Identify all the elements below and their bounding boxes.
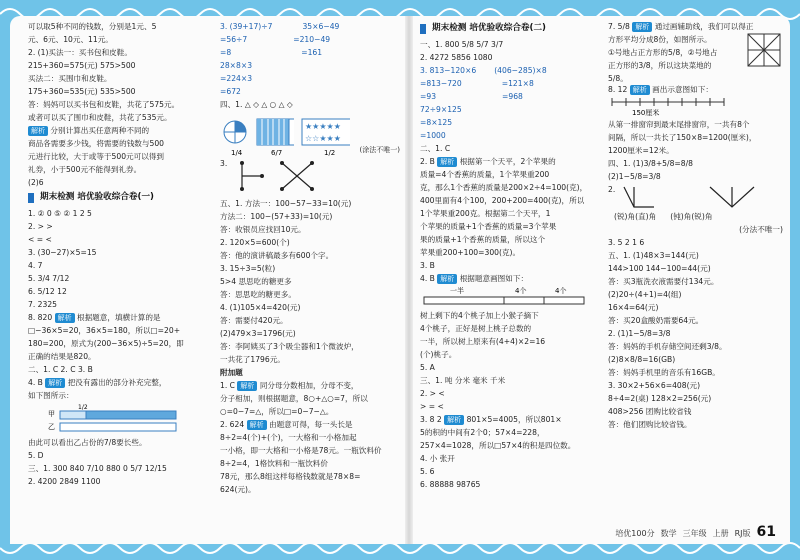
footer-volume: 上册 — [712, 529, 729, 538]
column-1 — [28, 20, 208, 488]
analysis-line: 3. 8 2 解析 801×5=4005，所以801× — [420, 415, 562, 424]
text-line: 4个桃子，正好是树上桃子总数的 — [420, 324, 532, 333]
answer-line: 2. 4200 2849 1100 — [28, 477, 101, 486]
text-line: ○=0−7=△，所以□=0−7−△。 — [220, 407, 334, 416]
answer-line: 3. B — [420, 261, 435, 270]
text-line: 一小格，即一大格和一小格是78元。一瓶饮料价 — [220, 446, 382, 455]
text-line: 1个苹果重200克。根据第二个天平，1 — [420, 209, 551, 218]
text-line: 间隔，所以一共长了150×8=1200(厘米)， — [608, 133, 757, 142]
analysis-line: 8. 12 解析 画出示意图如下： — [608, 85, 713, 94]
fraction-figures — [220, 111, 400, 157]
answer-line: 3. 30×2+56×6=408(元) — [608, 381, 701, 390]
analysis-line: 4. B 解析 根据题意画图如下： — [420, 274, 529, 283]
answer-line: < = < — [28, 235, 52, 244]
fraction-label: 1/4 — [231, 149, 243, 157]
page-footer — [615, 524, 776, 540]
answer-line: 二、1. C — [420, 144, 451, 153]
answer-line: 3. (30−27)×5=15 — [28, 248, 97, 257]
answer-line: 408>256 团购比较省钱 — [608, 407, 692, 416]
text-line: 正方形的3/8，所以这块菜地的5/8。 — [608, 61, 712, 83]
answer-line: 答：他的演讲稿最多有600个字。 — [220, 251, 334, 260]
answer-line: 答：妈妈的手机存储空间还剩3/8。 — [608, 342, 727, 351]
answer-line: 五、1. (1)48×3=144(元) — [608, 251, 699, 260]
segment-label: 4个 — [555, 287, 567, 295]
text-line: 400里面有4个100，200+200=400(克)，所以 — [420, 196, 585, 205]
answer-line: 1. ② 0 ⑤ ② 1 2 5 — [28, 209, 92, 218]
answer-line: 五、1. 方法一：100−57−33=10(元) — [220, 199, 352, 208]
answer-line: 8÷4=2(桌) 128×2=256(元) — [608, 394, 712, 403]
text-line: 2. (1)买法一：买书包和皮鞋。 — [28, 48, 132, 57]
spine-divider — [405, 16, 413, 544]
text-line: 5的积的中间有2个0；57×4=228， — [420, 428, 545, 437]
analysis-line: 解析 分别计算出买任意两种不同的 — [28, 124, 208, 137]
section-heading-exam-2: 期末检测 培优验收综合卷(二) — [420, 22, 600, 35]
answer-line: 2. (1)1−5/8=3/8 — [608, 329, 671, 338]
calc-line: =672 — [220, 87, 241, 96]
note-text: (涂法不唯一) — [359, 146, 400, 154]
text-line: □−36×5=20，36×5=180，所以□=20+ — [28, 326, 181, 335]
figure-label-jia: 甲 — [48, 410, 55, 418]
fraction-label: 6/7 — [270, 149, 282, 157]
text-line: (2)6 — [28, 178, 44, 187]
heading-marker-icon — [28, 193, 34, 203]
text-line: 1200厘米=12米。 — [608, 146, 674, 155]
text-line: 一半，所以树上原来有(4+4)×2=16 — [420, 337, 546, 346]
bars-sevenths-figure — [253, 117, 294, 157]
dot-line-figure: 3. — [220, 157, 400, 197]
text-line: 257×4=1028，所以□57×4的积是四位数。 — [420, 441, 576, 450]
analysis-line: 1. C 解析 同分母分数相加，分母不变， — [220, 381, 359, 390]
text-line: 苹果重200+100=300(克)。 — [420, 248, 521, 257]
svg-text:☆☆★★★: ☆☆★★★ — [304, 134, 341, 143]
text-line: 8÷2=4(个)+(个)，一大格和一小格加起 — [220, 433, 357, 442]
answer-line: > = < — [420, 402, 444, 411]
answer-line: 4. 7 — [28, 261, 43, 270]
text-line: 正确的结果是820。 — [28, 352, 96, 361]
text-line: 由此可以看出乙占份的7/8要长些。 — [28, 438, 147, 447]
text-line: ①号地占正方形的5/8，②号地占 — [608, 48, 718, 57]
text-line: 175+360=535(元) 535>500 — [28, 87, 136, 96]
calc-row: 3. (39+17)÷7 35×6−49 — [220, 22, 340, 31]
fraction-label: 1/2 — [323, 149, 335, 157]
text-line: 分子相加，则根据题意，8○+△○=7，所以 — [220, 394, 368, 403]
text-line: 个苹果的质量+1个香蕉的质量=3个苹果 — [420, 222, 557, 231]
distance-svg — [608, 96, 728, 118]
answer-line: 答：收银员应找回10元。 — [220, 225, 306, 234]
calc-line: 72÷9×125 — [420, 105, 462, 114]
answer-line: 答：需要付420元。 — [220, 316, 288, 325]
circle-quarter-figure — [220, 117, 247, 157]
answer-line: 一共花了1796元。 — [220, 355, 285, 364]
answer-line: 7. 2325 — [28, 300, 57, 309]
answer-line: 2. 4272 5856 1080 — [420, 53, 493, 62]
column-4 — [608, 20, 783, 431]
analysis-tag: 解析 — [437, 157, 457, 167]
analysis-tag: 解析 — [237, 381, 257, 391]
text-line: 商品各需要多少钱，将需要的钱数与500 — [28, 139, 164, 148]
text-line: 180=200，原式为(200−36×5)÷5=20，即 — [28, 339, 184, 348]
answer-line: 四、1. (1)3/8+5/8=8/8 — [608, 159, 693, 168]
analysis-tag: 解析 — [444, 415, 464, 425]
calc-row: =8 =161 — [220, 48, 323, 57]
stars-half-figure — [300, 117, 350, 157]
angle-svg — [620, 183, 780, 211]
footer-grade: 三年级 — [682, 529, 707, 538]
text-line: 元、6元、10元、11元。 — [28, 35, 113, 44]
answer-line: 答：妈妈手机里的音乐有16GB。 — [608, 368, 720, 377]
answer-line: 4. (1)105×4=420(元) — [220, 303, 301, 312]
shaded-quarter — [235, 121, 246, 132]
column-3 — [420, 20, 600, 491]
bar-jia-rest — [86, 411, 176, 419]
answer-line: 16×4=64(元) — [608, 303, 659, 312]
answer-line: 答：李阿姨买了3个吸尘器和1个微波炉， — [220, 342, 359, 351]
answer-line: 四、1. △ ◇ △ ○ △ ◇ — [220, 100, 293, 109]
answer-line: (2)8×8/8=16(GB) — [608, 355, 676, 364]
answer-line: 5>4 思思吃的糖更多 — [220, 277, 292, 286]
footer-edition: RJ版 — [734, 529, 751, 538]
answer-line: 6. 5/12 12 — [28, 287, 67, 296]
note-text: (分法不唯一) — [739, 225, 783, 234]
answer-line: 5. 3/4 7/12 — [28, 274, 70, 283]
analysis-tag: 解析 — [630, 85, 650, 95]
calc-line: =224×3 — [220, 74, 253, 83]
segment-figure — [420, 285, 600, 309]
answer-line: 2. 120×5=600(个) — [220, 238, 290, 247]
text-line: 克，那么1个香蕉的质量是200×2÷4=100(克)， — [420, 183, 588, 192]
footer-subject: 数学 — [660, 529, 677, 538]
text-line: 624(元)。 — [220, 485, 256, 494]
analysis-line: 2. 624 解析 由题意可得，每一头长是 — [220, 420, 353, 429]
distance-figure — [608, 96, 783, 118]
answer-line: 2. > < — [420, 389, 445, 398]
text-line: 方形平均分成8份，如图所示。 — [608, 35, 712, 44]
angle-labels: (锐)角(直)角 (钝)角(锐)角 — [614, 212, 713, 221]
answer-line: 5. D — [28, 451, 44, 460]
analysis-line: 7. 5/8 解析 通过画辅助线，我们可以得正 — [608, 22, 754, 31]
segment-label: 一半 — [450, 287, 464, 295]
analysis-tag: 解析 — [28, 126, 48, 136]
answer-line: 4. 小 张开 — [420, 454, 455, 463]
book-page-spread — [10, 16, 790, 544]
answer-line: 一、1. 800 5/8 5/7 3/7 — [420, 40, 504, 49]
calc-row: =93 =968 — [420, 92, 523, 101]
text-line: 或者可以买了围巾和皮鞋，共花了535元。 — [28, 113, 172, 122]
answer-line: 三、1. 吨 分米 毫米 千米 — [420, 376, 506, 385]
answer-line: 144>100 144−100=44(元) — [608, 264, 711, 273]
answer-line: (2)20÷(4+1)=4(组) — [608, 290, 682, 299]
footer-brand: 培优100分 — [615, 529, 655, 538]
text-line: 礼券，小于500元不能得到礼券。 — [28, 165, 142, 174]
text-line: 买法二：买围巾和皮鞋。 — [28, 74, 112, 83]
text-line: 8÷2=4，1格饮料和一瓶饮料价 — [220, 459, 328, 468]
answer-line: 3. 15÷3=5(粒) — [220, 264, 276, 273]
answer-line: 5. 6 — [420, 467, 435, 476]
heading-marker-icon — [420, 24, 426, 34]
analysis-tag: 解析 — [632, 22, 652, 32]
text-line: 答：妈妈可以买书包和皮鞋，共花了575元。 — [28, 100, 180, 109]
answer-line: 3. 5 2 1 6 — [608, 238, 645, 247]
analysis-tag: 解析 — [437, 274, 457, 284]
answer-line: 二、1. C 2. C 3. B — [28, 365, 93, 374]
answer-line: 答：思思吃的糖更多。 — [220, 290, 296, 299]
analysis-tag: 解析 — [247, 420, 267, 430]
q7-block — [608, 33, 783, 83]
text-line: 可以取5种不同的钱数，分别是1元、5 — [28, 22, 157, 31]
calc-line: 28×8×3 — [220, 61, 253, 70]
answer-line: 答：买3瓶洗衣液需要付134元。 — [608, 277, 719, 286]
text-line: (个)桃子。 — [420, 350, 457, 359]
section-heading-exam-1: 期末检测 培优验收综合卷(一) — [28, 191, 208, 204]
text-line: 质量=4个香蕉的质量，1个苹果重200 — [420, 170, 550, 179]
bar-comparison-figure — [28, 402, 208, 436]
calc-row: =56÷7 =210−49 — [220, 35, 331, 44]
bar-yi — [60, 423, 176, 431]
analysis-line: 2. B 解析 根据第一个天平，2个苹果的 — [420, 157, 556, 166]
angle-figure: 2. (锐)角(直)角 (钝)角(锐)角 — [608, 183, 783, 223]
calc-line: =8×125 — [420, 118, 453, 127]
bar-figure-svg — [28, 402, 178, 436]
bonus-heading: 附加题 — [220, 368, 243, 377]
segment-label: 4个 — [515, 287, 527, 295]
figure-label-half: 1/2 — [78, 404, 88, 411]
analysis-line: 4. B 解析 把没有露出的部分补充完整， — [28, 378, 167, 387]
calc-row: =813−720 =121×8 — [420, 79, 534, 88]
lines-figure-svg — [232, 159, 372, 193]
text-line: 如下图所示： — [28, 391, 74, 400]
calc-line: =1000 — [420, 131, 446, 140]
figure-label-yi: 乙 — [48, 423, 55, 431]
svg-text:★★★★★: ★★★★★ — [304, 122, 341, 131]
answer-line: (2)1−5/8=3/8 — [608, 172, 661, 181]
segment-figure-svg — [420, 285, 590, 309]
square-figure — [747, 33, 781, 67]
text-line: 树上剩下的4个桃子加上小猴子摘下 — [420, 311, 539, 320]
answer-line: 答：他们团购比较省钱。 — [608, 420, 692, 429]
answer-line: 方法二：100−(57+33)=10(元) — [220, 212, 333, 221]
analysis-tag: 解析 — [55, 313, 75, 323]
distance-label: 150厘米 — [632, 109, 660, 117]
page-number: 61 — [756, 524, 776, 540]
bar-jia-part — [60, 411, 86, 419]
text-line: 从第一排窗帘到最末尾排窗帘，一共有8个 — [608, 120, 750, 129]
analysis-tag: 解析 — [45, 378, 65, 388]
column-2 — [220, 20, 400, 496]
text-line: 果的质量+1个香蕉的质量，所以这个 — [420, 235, 546, 244]
answer-line: 2. > > — [28, 222, 53, 231]
answer-line: (2)479×3=1796(元) — [220, 329, 296, 338]
answer-line: 答：买20盒酸奶需要64元。 — [608, 316, 704, 325]
analysis-line: 8. 820 解析 根据题意，填横计算的是 — [28, 313, 161, 322]
answer-line: 三、1. 300 840 7/10 880 0 5/7 12/15 — [28, 464, 167, 473]
text-line: 元进行比较，大于或等于500元可以得到 — [28, 152, 164, 161]
text-line: 78元，那么8组这样每格钱数就是78×8= — [220, 472, 361, 481]
answer-line: 5. A — [420, 363, 435, 372]
answer-line: 6. 88888 98765 — [420, 480, 481, 489]
calc-row: 3. 813−120×6 (406−285)×8 — [420, 66, 547, 75]
text-line: 215+360=575(元) 575>500 — [28, 61, 136, 70]
